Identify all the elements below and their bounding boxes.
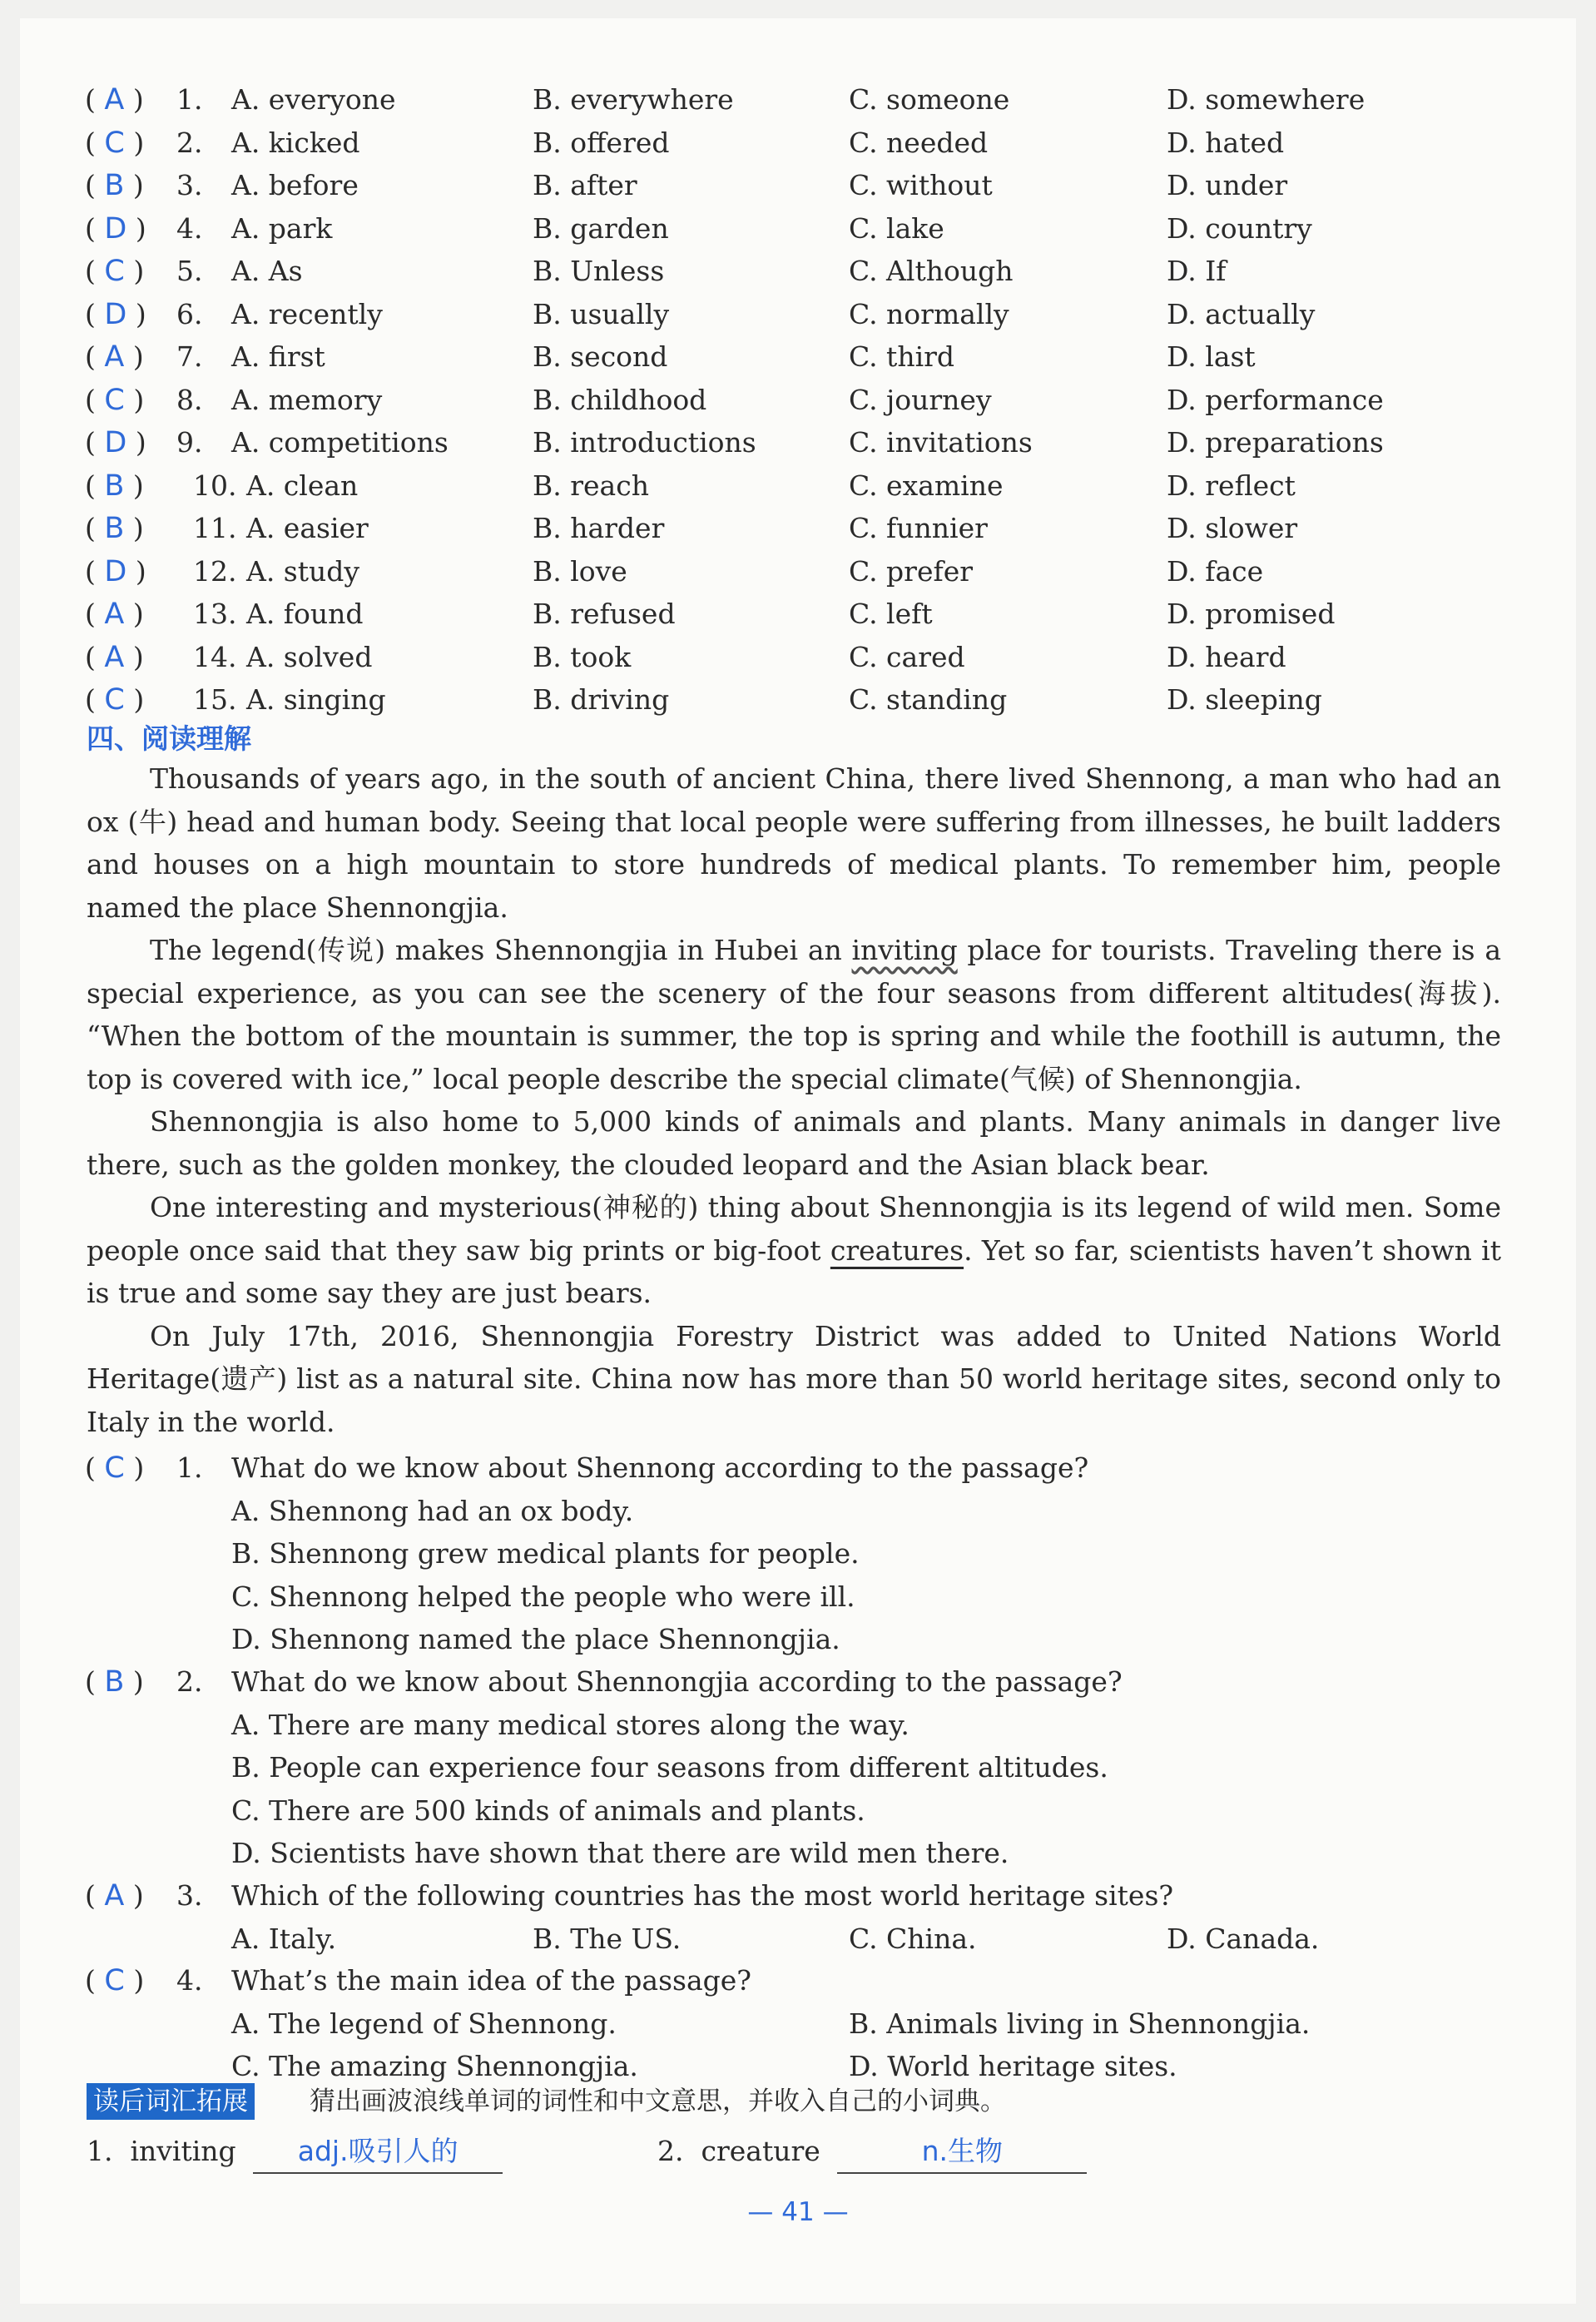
answer-bracket: ( C ) (85, 1964, 145, 1997)
question-number: 6. (176, 297, 203, 330)
option-b: B. Unless (533, 255, 665, 287)
answer-bracket: ( A ) (85, 598, 144, 631)
question-option: A. Italy. (231, 1922, 337, 1955)
option-b: B. garden (533, 211, 669, 245)
option-d: D. If (1167, 255, 1227, 287)
option-a: A. competitions (231, 426, 449, 459)
cloze-row (0, 678, 1596, 722)
question-number: 12. (193, 554, 237, 588)
question-option: C. There are 500 kinds of animals and plants. (231, 1794, 865, 1827)
option-c: C. cared (849, 640, 965, 673)
option-a: A. kicked (231, 126, 360, 159)
option-a: A. found (246, 598, 364, 630)
answer-letter: C (104, 1451, 125, 1485)
answer-letter: B (104, 169, 125, 202)
question-option: D. Scientists have shown that there are wild men there. (231, 1837, 1009, 1869)
answer-bracket: ( C ) (85, 1451, 145, 1485)
answer-bracket: ( C ) (85, 683, 145, 717)
question-number: 11. (193, 512, 237, 544)
option-b: B. second (533, 340, 668, 373)
question-option: B. Animals living in Shennongjia. (849, 2007, 1311, 2040)
question-option: A. The legend of Shennong. (231, 2007, 617, 2040)
answer-letter: B (104, 1665, 125, 1699)
cloze-row (0, 164, 1596, 207)
option-d: D. somewhere (1167, 83, 1366, 116)
answer-bracket: ( C ) (85, 255, 145, 288)
answer-bracket: ( C ) (85, 126, 145, 160)
question-option: C. Shennong helped the people who were ill. (231, 1580, 855, 1613)
option-d: D. promised (1167, 598, 1336, 630)
cloze-row (0, 507, 1596, 550)
option-a: A. recently (231, 297, 383, 330)
vocab-answer-blank[interactable]: n.生物 (837, 2131, 1087, 2174)
option-a: A. before (231, 169, 359, 201)
option-b: B. introductions (533, 426, 756, 459)
answer-bracket: ( B ) (85, 1665, 144, 1699)
section-title: 四、阅读理解 (87, 722, 251, 755)
question-option: B. Shennong grew medical plants for people. (231, 1537, 860, 1570)
option-b: B. driving (533, 683, 670, 716)
answer-letter: D (104, 426, 127, 459)
option-c: C. standing (849, 683, 1008, 716)
option-d: D. actually (1167, 297, 1316, 330)
question-number: 4. (176, 1964, 203, 1997)
reading-passage (87, 757, 1501, 1443)
cloze-row (0, 550, 1596, 593)
option-a: A. memory (231, 383, 383, 416)
option-d: D. hated (1167, 126, 1285, 159)
answer-letter: B (104, 469, 125, 503)
vocab-item-2: 2. creature n.生物 (657, 2131, 1087, 2174)
option-b: B. childhood (533, 383, 707, 416)
question-option: C. The amazing Shennongjia. (231, 2050, 638, 2082)
cloze-row (0, 78, 1596, 122)
question-stem-row (0, 1959, 1596, 2002)
question-stem-row (0, 1446, 1596, 1490)
answer-letter: C (104, 683, 125, 717)
cloze-row (0, 122, 1596, 165)
option-a: A. park (231, 211, 333, 245)
option-b: B. everywhere (533, 83, 734, 116)
cloze-row (0, 636, 1596, 679)
vocab-item-1: 1. inviting adj.吸引人的 (87, 2131, 503, 2174)
option-c: C. left (849, 598, 933, 630)
answer-letter: A (104, 598, 125, 631)
answer-letter: A (104, 1879, 125, 1913)
question-option: B. The US. (533, 1922, 682, 1955)
option-b: B. refused (533, 598, 676, 630)
question-number: 2. (176, 1665, 203, 1698)
question-number: 5. (176, 255, 203, 287)
option-a: A. everyone (231, 83, 396, 116)
question-stem-row (0, 1660, 1596, 1704)
option-a: A. solved (246, 640, 373, 673)
question-stem: What’s the main idea of the passage? (231, 1964, 751, 1997)
answer-letter: C (104, 1964, 125, 1997)
option-d: D. country (1167, 211, 1312, 245)
question-number: 1. (176, 1451, 203, 1484)
question-number: 9. (176, 426, 203, 459)
answer-bracket: ( D ) (85, 554, 146, 588)
passage-paragraph-1: Thousands of years ago, in the south of ancient China, there lived Shennong, a man who had an ox (牛) head and human body. Seeing that local people were suffering from illnesses, he built ladders and houses on a high mountain to store hundreds of medical plants. To remember him, people named the place Shennongjia. (87, 762, 1501, 924)
option-a: A. clean (246, 469, 359, 502)
question-number: 15. (193, 683, 237, 716)
passage-paragraph-3: Shennongjia is also home to 5,000 kinds of animals and plants. Many animals in danger live there, such as the golden monkey, the clouded leopard and the Asian black bear. (87, 1105, 1501, 1181)
cloze-row (0, 464, 1596, 508)
question-stem-row (0, 1874, 1596, 1918)
option-c: C. journey (849, 383, 992, 416)
option-a: A. first (231, 340, 325, 373)
option-d: D. under (1167, 169, 1288, 201)
option-a: A. singing (246, 683, 386, 716)
question-number: 4. (176, 211, 203, 245)
option-c: C. without (849, 169, 993, 201)
option-c: C. Although (849, 255, 1014, 287)
option-c: C. someone (849, 83, 1010, 116)
cloze-row (0, 293, 1596, 336)
question-number: 3. (176, 169, 203, 201)
option-b: B. reach (533, 469, 649, 502)
question-number: 10. (193, 469, 237, 502)
question-number: 7. (176, 340, 203, 373)
question-number: 1. (176, 83, 203, 116)
question-number: 8. (176, 383, 203, 416)
answer-bracket: ( B ) (85, 169, 144, 202)
option-c: C. third (849, 340, 955, 373)
question-stem: What do we know about Shennongjia according to the passage? (231, 1665, 1123, 1698)
answer-letter: C (104, 255, 125, 288)
vocab-answer-blank[interactable]: adj.吸引人的 (253, 2131, 503, 2174)
option-d: D. face (1167, 554, 1264, 588)
wavy-word-inviting: inviting (851, 934, 958, 966)
option-d: D. sleeping (1167, 683, 1322, 716)
option-c: C. normally (849, 297, 1009, 330)
wavy-word-creatures: creatures (830, 1233, 964, 1267)
question-option: D. Shennong named the place Shennongjia. (231, 1623, 840, 1655)
option-b: B. usually (533, 297, 670, 330)
vocab-instruction: 猜出画波浪线单词的词性和中文意思，并收入自己的小词典。 (310, 2086, 1006, 2116)
cloze-row (0, 379, 1596, 422)
passage-paragraph-5: On July 17th, 2016, Shennongjia Forestry District was added to United Nations World Heritage(遗产) list as a natural site. China now has more than 50 world heritage sites, second only to Italy in the world. (87, 1319, 1501, 1438)
question-option: D. World heritage sites. (849, 2050, 1177, 2082)
answer-letter: C (104, 383, 125, 417)
option-d: D. preparations (1167, 426, 1384, 459)
answer-bracket: ( A ) (85, 83, 144, 117)
answer-bracket: ( D ) (85, 211, 146, 246)
option-b: B. harder (533, 512, 665, 544)
option-d: D. slower (1167, 512, 1298, 544)
answer-letter: C (104, 126, 125, 160)
answer-letter: D (104, 554, 127, 588)
answer-bracket: ( A ) (85, 1879, 144, 1913)
answer-letter: A (104, 83, 125, 117)
option-d: D. last (1167, 340, 1256, 373)
answer-letter: B (104, 512, 125, 545)
answer-bracket: ( A ) (85, 640, 144, 674)
answer-bracket: ( A ) (85, 340, 144, 374)
cloze-row (0, 207, 1596, 251)
answer-bracket: ( B ) (85, 512, 144, 545)
question-number: 2. (176, 126, 203, 159)
option-b: B. love (533, 554, 627, 588)
passage-paragraph-4: One interesting and mysterious(神秘的) thing about Shennongjia is its legend of wild men. Some people once said that they saw big prints or big-foot creatures. Yet so far, scientists haven’t shown it is true and some say they are just bears. (87, 1191, 1501, 1309)
option-c: C. lake (849, 211, 944, 245)
option-b: B. offered (533, 126, 670, 159)
question-number: 3. (176, 1879, 203, 1912)
cloze-row (0, 421, 1596, 464)
option-d: D. performance (1167, 383, 1384, 416)
cloze-row (0, 335, 1596, 379)
option-c: C. prefer (849, 554, 973, 588)
option-c: C. needed (849, 126, 989, 159)
question-option: B. People can experience four seasons from different altitudes. (231, 1751, 1108, 1784)
option-c: C. examine (849, 469, 1004, 502)
option-c: C. funnier (849, 512, 988, 544)
answer-letter: D (104, 297, 127, 331)
option-b: B. after (533, 169, 637, 201)
answer-bracket: ( C ) (85, 383, 145, 417)
answer-bracket: ( B ) (85, 469, 144, 503)
question-number: 13. (193, 598, 237, 630)
option-c: C. invitations (849, 426, 1033, 459)
cloze-row (0, 250, 1596, 293)
option-b: B. took (533, 640, 632, 673)
question-number: 14. (193, 640, 237, 673)
question-option: C. China. (849, 1922, 977, 1955)
option-a: A. As (231, 255, 303, 287)
answer-bracket: ( D ) (85, 426, 146, 459)
passage-paragraph-2: The legend(传说) makes Shennongjia in Hubei an inviting place for tourists. Traveling there is a special experience, as you can see the scenery of the four seasons from different altitudes(海拔). “When the bottom of the mountain is summer, the top is spring and while the foothill is autumn, the top is covered with ice,” local people describe the special climate(气候) of Shennongjia. (87, 934, 1501, 1095)
question-stem: What do we know about Shennong according to the passage? (231, 1451, 1089, 1484)
question-stem: Which of the following countries has the most world heritage sites? (231, 1879, 1174, 1912)
page-number: — 41 — (747, 2197, 849, 2227)
question-option: A. There are many medical stores along the way. (231, 1708, 910, 1741)
cloze-row (0, 593, 1596, 636)
option-d: D. heard (1167, 640, 1286, 673)
question-option: A. Shennong had an ox body. (231, 1494, 634, 1527)
answer-bracket: ( D ) (85, 297, 146, 331)
question-option: D. Canada. (1167, 1922, 1320, 1955)
answer-letter: D (104, 211, 127, 246)
option-a: A. easier (246, 512, 369, 544)
option-a: A. study (246, 554, 360, 588)
answer-letter: A (104, 340, 125, 374)
answer-letter: A (104, 640, 125, 674)
option-d: D. reflect (1167, 469, 1296, 502)
vocab-tag: 读后词汇拓展 (87, 2083, 255, 2120)
